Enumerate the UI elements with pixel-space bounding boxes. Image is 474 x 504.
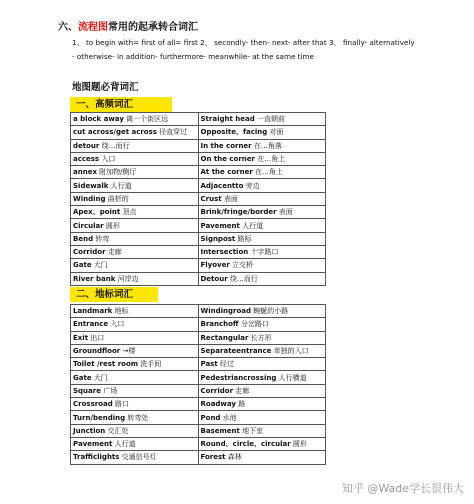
vocab-english: Square: [73, 386, 101, 395]
vocab-cell: [198, 219, 326, 232]
vocab-english: Sidewalk: [73, 181, 109, 190]
vocab-chinese: 水池: [220, 413, 237, 422]
vocab-chinese: 路标: [235, 234, 252, 243]
vocab-english: Bend: [73, 234, 94, 243]
vocab-english: Trafficlights: [73, 453, 120, 462]
table-row: [71, 206, 326, 219]
table-row: [71, 331, 326, 344]
vocab-english: Apex、point: [73, 208, 121, 217]
vocab-chinese: 转弯: [93, 234, 110, 243]
table-row: [71, 152, 326, 165]
vocab-cell: [198, 411, 326, 424]
table-row: [71, 318, 326, 331]
vocab-cell: [71, 232, 199, 245]
table-row: [71, 437, 326, 450]
vocab-cell: [71, 245, 199, 258]
vocab-cell: [71, 451, 199, 464]
vocab-english: Flyover: [200, 261, 230, 270]
table-row: [71, 113, 326, 126]
vocab-english: detour: [73, 141, 100, 150]
section-six-title: [58, 22, 198, 34]
vocab-chinese: 森林: [225, 453, 242, 462]
vocab-chinese: 入口: [108, 320, 125, 329]
vocab-cell: [198, 272, 326, 285]
table-row: [71, 358, 326, 371]
vocab-english: Crossroad: [73, 400, 113, 409]
vocab-english: Pedestriancrossing: [200, 373, 277, 382]
vocab-cell: [198, 344, 326, 357]
table-row: [71, 166, 326, 179]
vocab-cell: [71, 344, 199, 357]
vocab-chinese: 圆形: [290, 440, 307, 449]
vocab-chinese: 广场: [100, 386, 118, 395]
vocab-cell: [71, 398, 199, 411]
vocab-english: a block away: [73, 115, 124, 124]
vocab-english: Round、circle、circular: [200, 440, 291, 449]
vocab-chinese: 人行道: [239, 221, 264, 230]
table-row: [71, 126, 326, 139]
vocab-english: Opposite、facing: [200, 128, 268, 137]
vocab-chinese: 单独的入口: [271, 347, 309, 356]
vocab-english: Pavement: [73, 440, 113, 449]
vocab-english: Landmark: [73, 307, 113, 316]
vocab-cell: [198, 206, 326, 219]
vocab-english: access: [73, 155, 100, 164]
vocab-cell: [71, 437, 199, 450]
vocab-english: Gate: [73, 261, 92, 270]
vocab-chinese: 经过: [217, 360, 234, 369]
vocab-chinese: 在…角上: [254, 155, 286, 164]
section-banner-high-frequency: 一、高频词汇: [70, 97, 172, 112]
vocab-chinese: 人行道: [108, 181, 132, 190]
vocab-english: Straight head: [200, 115, 255, 124]
vocab-english: Winding: [73, 194, 106, 203]
vocab-cell: [198, 166, 326, 179]
map-vocab-title: 地图题必背词汇: [72, 82, 139, 93]
vocab-chinese: 绕…而行: [227, 274, 258, 283]
vocab-chinese: 附加物/侧厅: [96, 168, 137, 177]
vocab-cell: [71, 192, 199, 205]
vocab-chinese: 蜿蜒的小路: [251, 307, 289, 316]
vocab-cell: [198, 113, 326, 126]
table-row: [71, 259, 326, 272]
vocab-cell: [71, 139, 199, 152]
vocab-cell: [198, 451, 326, 464]
vocab-english: Corridor: [200, 386, 234, 395]
vocab-cell: [198, 305, 326, 318]
vocab-english: Detour: [200, 274, 228, 283]
vocab-english: Gate: [73, 373, 92, 382]
vocab-cell: [198, 318, 326, 331]
vocab-cell: [71, 358, 199, 371]
vocab-cell: [71, 318, 199, 331]
vocab-cell: [71, 113, 199, 126]
table-row: [71, 305, 326, 318]
vocab-chinese: 地下室: [239, 426, 264, 435]
vocab-chinese: 径直穿过: [156, 128, 188, 137]
vocab-cell: [198, 398, 326, 411]
vocab-chinese: 河岸边: [115, 274, 139, 283]
connectives-line-2: - otherwise- in addition- furthermore- meanwhile- at the same time: [72, 52, 314, 61]
vocab-chinese: 路: [235, 400, 246, 409]
vocab-chinese: 圆形: [103, 221, 120, 230]
section-banner-landmarks: 二、地标词汇: [70, 287, 158, 302]
table-row: [71, 371, 326, 384]
vocab-chinese: 人行道: [112, 440, 136, 449]
vocab-chinese: 顶点: [120, 208, 137, 217]
vocab-chinese: 离一个街区远: [123, 115, 169, 124]
vocab-cell: [198, 331, 326, 344]
vocab-cell: [71, 411, 199, 424]
vocab-english: On the corner: [200, 155, 255, 164]
vocab-cell: [71, 384, 199, 397]
vocab-chinese: 转弯处: [125, 413, 149, 422]
vocab-english: Rectangular: [200, 333, 249, 342]
vocab-english: In the corner: [200, 141, 252, 150]
vocab-chinese: 绕…而行: [99, 141, 130, 150]
vocab-english: Basement: [200, 426, 240, 435]
table-row: [71, 398, 326, 411]
vocab-cell: [71, 305, 199, 318]
vocab-english: Past: [200, 360, 218, 369]
vocab-chinese: 对面: [267, 128, 284, 137]
vocab-chinese: 大门: [91, 373, 108, 382]
vocab-chinese: →楼: [120, 347, 136, 356]
vocab-cell: [71, 206, 199, 219]
vocab-english: Roadway: [200, 400, 236, 409]
vocab-chinese: 一直朝前: [254, 115, 285, 124]
vocab-chinese: 长方形: [248, 333, 272, 342]
vocab-chinese: 旁边: [243, 181, 260, 190]
table-row: [71, 219, 326, 232]
vocab-chinese: 立交桥: [229, 261, 254, 270]
vocab-chinese: 人行横道: [276, 373, 307, 382]
table-row: [71, 411, 326, 424]
vocab-cell: [198, 152, 326, 165]
vocab-cell: [198, 259, 326, 272]
table-row: [71, 384, 326, 397]
section-six-suffix: 常用的起承转合词汇: [108, 22, 198, 33]
vocab-cell: [71, 424, 199, 437]
vocab-cell: [198, 126, 326, 139]
vocab-cell: [198, 232, 326, 245]
vocab-english: Forest: [200, 453, 226, 462]
vocab-cell: [71, 179, 199, 192]
table-row: [71, 179, 326, 192]
vocab-chinese: 交通信号灯: [119, 453, 157, 462]
vocab-cell: [198, 192, 326, 205]
connectives-line-1: 1、 to begin with= first of all= first 2、 secondly- then- next- after that 3、 finally- alternatively: [72, 38, 415, 47]
vocab-chinese: 洗手间: [138, 360, 162, 369]
section-six-prefix: 六、: [58, 22, 78, 33]
vocab-cell: [71, 331, 199, 344]
vocab-cell: [71, 371, 199, 384]
section-six-highlight: 流程图: [78, 22, 108, 33]
vocab-chinese: 在…角上: [252, 168, 284, 177]
vocab-cell: [198, 424, 326, 437]
vocab-english: Pond: [200, 413, 221, 422]
table-row: [71, 272, 326, 285]
vocab-chinese: 表面: [221, 194, 238, 203]
vocab-chinese: 地标: [112, 307, 129, 316]
vocab-cell: [71, 152, 199, 165]
vocab-cell: [71, 219, 199, 232]
vocab-english: Adjacentto: [200, 181, 244, 190]
vocab-english: cut across/get across: [73, 128, 157, 137]
table-row: [71, 451, 326, 464]
vocab-chinese: 分岔路口: [238, 320, 269, 329]
vocab-cell: [198, 384, 326, 397]
vocab-cell: [198, 371, 326, 384]
vocab-cell: [198, 358, 326, 371]
vocab-english: Signpost: [200, 234, 236, 243]
table-row: [71, 424, 326, 437]
vocab-chinese: 十字路口: [248, 248, 279, 257]
vocab-english: Windingroad: [200, 307, 252, 316]
vocab-english: Exit: [73, 333, 89, 342]
vocab-english: Groundfloor: [73, 347, 121, 356]
vocab-cell: [198, 139, 326, 152]
vocab-chinese: 走廊: [105, 248, 122, 257]
vocab-english: annex: [73, 168, 97, 177]
vocab-chinese: 出口: [88, 333, 105, 342]
vocab-cell: [71, 259, 199, 272]
vocab-table-landmarks: [70, 304, 326, 465]
table-row: [71, 245, 326, 258]
vocab-chinese: 在…角落: [251, 141, 282, 150]
vocab-table-high-frequency: [70, 112, 326, 286]
vocab-english: Crust: [200, 194, 222, 203]
vocab-chinese: 入口: [99, 155, 116, 164]
vocab-chinese: 大门: [91, 261, 108, 270]
vocab-cell: [71, 166, 199, 179]
vocab-cell: [71, 272, 199, 285]
vocab-chinese: 走廊: [233, 386, 250, 395]
vocab-chinese: 曲折的: [105, 194, 129, 203]
watermark: 知乎 @Wade学长很伟大: [341, 482, 464, 495]
vocab-english: Turn/bending: [73, 413, 126, 422]
vocab-cell: [198, 245, 326, 258]
vocab-english: Separateentrance: [200, 347, 272, 356]
vocab-english: Entrance: [73, 320, 109, 329]
vocab-english: Corridor: [73, 248, 106, 257]
vocab-cell: [198, 179, 326, 192]
table-row: [71, 232, 326, 245]
vocab-english: River bank: [73, 274, 116, 283]
vocab-chinese: 路口: [112, 400, 129, 409]
vocab-english: Toilet /rest room: [73, 360, 139, 369]
vocab-english: Brink/fringe/border: [200, 208, 277, 217]
vocab-chinese: 表面: [276, 208, 293, 217]
vocab-english: Circular: [73, 221, 104, 230]
vocab-chinese: 交汇处: [105, 426, 129, 435]
vocab-english: Pavement: [200, 221, 240, 230]
vocab-english: Junction: [73, 426, 106, 435]
vocab-english: Intersection: [200, 248, 249, 257]
table-row: [71, 344, 326, 357]
table-row: [71, 192, 326, 205]
vocab-cell: [71, 126, 199, 139]
vocab-cell: [198, 437, 326, 450]
vocab-english: Branchoff: [200, 320, 239, 329]
vocab-english: At the corner: [200, 168, 253, 177]
table-row: [71, 139, 326, 152]
